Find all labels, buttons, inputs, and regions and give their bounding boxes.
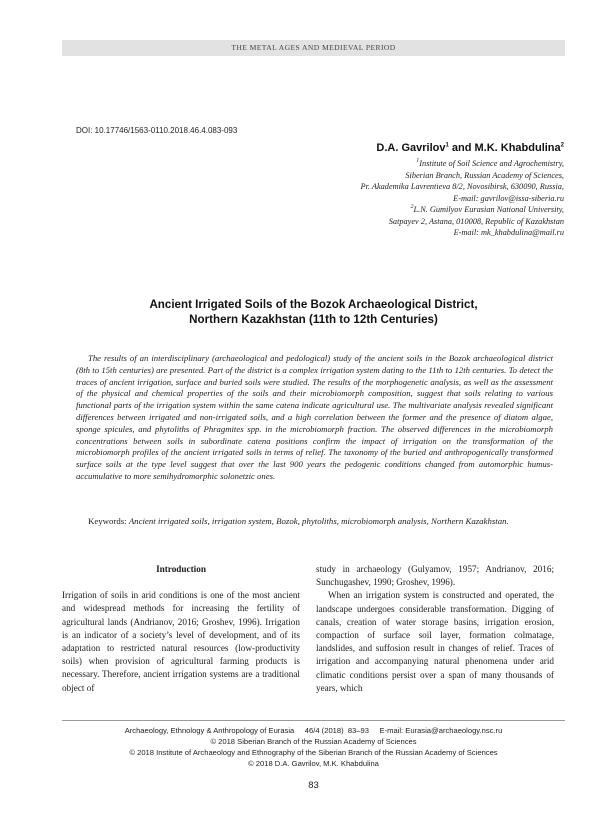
- author-1-sup: 1: [445, 142, 449, 149]
- affiliation-text: E-mail: mk_khabdulina@mail.ru: [453, 228, 564, 237]
- affiliation-text: Pr. Akademika Lavrentieva 8/2, Novosibirsk, 630090, Russia,: [360, 182, 564, 191]
- intro-left-paragraph: Irrigation of soils in arid conditions is one of the most ancient and widespread methods for increasing the fertility of agricultural lands (Andrianov, 2016; Groshev, 1996). Irrigation is an indicator of a society’s level of development, and of its adaptation to restricted natural resources (low-productivity soils) when provision of agricultural farming products is necessary. Therefore, ancient irrigation systems are a traditional object of: [62, 590, 300, 693]
- affiliation-sup: 2: [410, 204, 414, 211]
- affiliation-text: L.N. Gumilyov Eurasian National University,: [413, 205, 564, 214]
- intro-heading: Introduction: [156, 564, 206, 574]
- affiliation-line: [244, 216, 564, 228]
- keywords-text: Ancient irrigated soils, irrigation system, Bozok, phytoliths, microbiomorph analysis, Northern Kazakhstan.: [128, 516, 509, 526]
- affiliation-text: Satpayev 2, Astana, 010008, Republic of Kazakhstan: [388, 216, 564, 226]
- author-1: D.A. Gavrilov: [376, 142, 446, 154]
- intro-right-paragraph-1: study in archaeology (Gulyamov, 1957; Andrianov, 2016; Sunchugashev, 1990; Groshev, 1996).: [316, 564, 554, 588]
- affiliation-email[interactable]: [244, 227, 564, 239]
- affiliation-text: E-mail: gavrilov@issa-siberia.ru: [453, 193, 564, 203]
- abstract: The results of an interdisciplinary (archaeological and pedological) study of the ancient soils in the Bozok archaeological district (8th to 15th centuries) are presented. Part of the district is a complex irrigation system dating to the 11th to 12th centuries. To detect the traces of ancient irrigation, surface and buried soils were studied. The results of the morphogenetic analysis, as well as the assessment of the physical and chemical properties of the soils and their microbiomorph composition, suggest that soils relating to various functional parts of the irrigation system within the same catena indicate agricultural use. The multivariate analysis revealed significant differences between irrigated and non-irrigated soils, and a high correlation between the former and the presence of diatom algae, sponge spicules, and phytoliths of Phragmites spp. in the microbiomorph fraction. The observed differences in the microbiomorph concentrations between soils in subordinate catena positions confirm the impact of irrigation on the transformation of the microbiomorph profiles of the ancient irrigated soils in terms of relief. The taxonomy of the buried and anthropogenically transformed surface soils at the type level suggest that over the last 900 years the pedogenic conditions changed from automorphic humus-accumulative to more semihydromorphic solonetzic ones.: [76, 353, 553, 481]
- section-title: THE METAL AGES AND MEDIEVAL PERIOD: [231, 43, 396, 52]
- doi[interactable]: DOI: 10.17746/1563-0110.2018.46.4.083-093: [76, 126, 238, 135]
- footer-copyright-3: © 2018 D.A. Gavrilov, M.K. Khabdulina: [248, 759, 379, 768]
- footer-copyright-1: © 2018 Siberian Branch of the Russian Academy of Sciences: [210, 737, 417, 746]
- authors-conjunction: and: [448, 142, 475, 154]
- left-column: [62, 563, 300, 695]
- title-line-1: Ancient Irrigated Soils of the Bozok Archaeological District,: [149, 298, 478, 311]
- affiliation-sup: 1: [416, 158, 420, 165]
- author-2-sup: 2: [560, 142, 564, 149]
- intro-right-paragraph-2: When an irrigation system is constructed and operated, the landscape undergoes considerable transformation. Digging of canals, creation of water storage basins, irrigation erosion, compaction of surface soil layer, formation colmatage, landslides, and suffosion result in changes of relief. Traces of irrigation and accompanying natural phenomena under arid climatic conditions persist over a span of many thousands of years, which: [316, 590, 554, 693]
- affiliation-line: [244, 181, 564, 193]
- title-line-2: Northern Kazakhstan (11th to 12th Centuries): [189, 313, 438, 326]
- keywords-label: Keywords:: [88, 516, 129, 526]
- author-2: M.K. Khabdulina: [474, 142, 561, 154]
- keywords: [76, 515, 553, 527]
- footer-divider: [62, 720, 565, 721]
- footer-copyright-2: © 2018 Institute of Archaeology and Ethnography of the Siberian Branch of the Russian Academy of Sciences: [129, 748, 498, 757]
- affiliation-line: [244, 204, 564, 216]
- authors: [376, 142, 564, 154]
- right-column: [316, 563, 554, 695]
- affiliation-line: [244, 170, 564, 182]
- affiliations: [244, 158, 564, 239]
- affiliation-line: [244, 158, 564, 170]
- affiliation-text: Siberian Branch, Russian Academy of Sciences,: [405, 170, 564, 180]
- page-number: 83: [308, 780, 319, 791]
- affiliation-email[interactable]: [244, 193, 564, 205]
- section-banner: [62, 40, 565, 56]
- affiliation-text: Institute of Soil Science and Agrochemistry,: [419, 159, 564, 168]
- footer: [62, 725, 565, 769]
- paper-title: [62, 297, 565, 327]
- footer-journal-line: Archaeology, Ethnology & Anthropology of Eurasia 46/4 (2018) 83–93 E-mail: Eurasia@archaeology.nsc.ru: [124, 726, 503, 735]
